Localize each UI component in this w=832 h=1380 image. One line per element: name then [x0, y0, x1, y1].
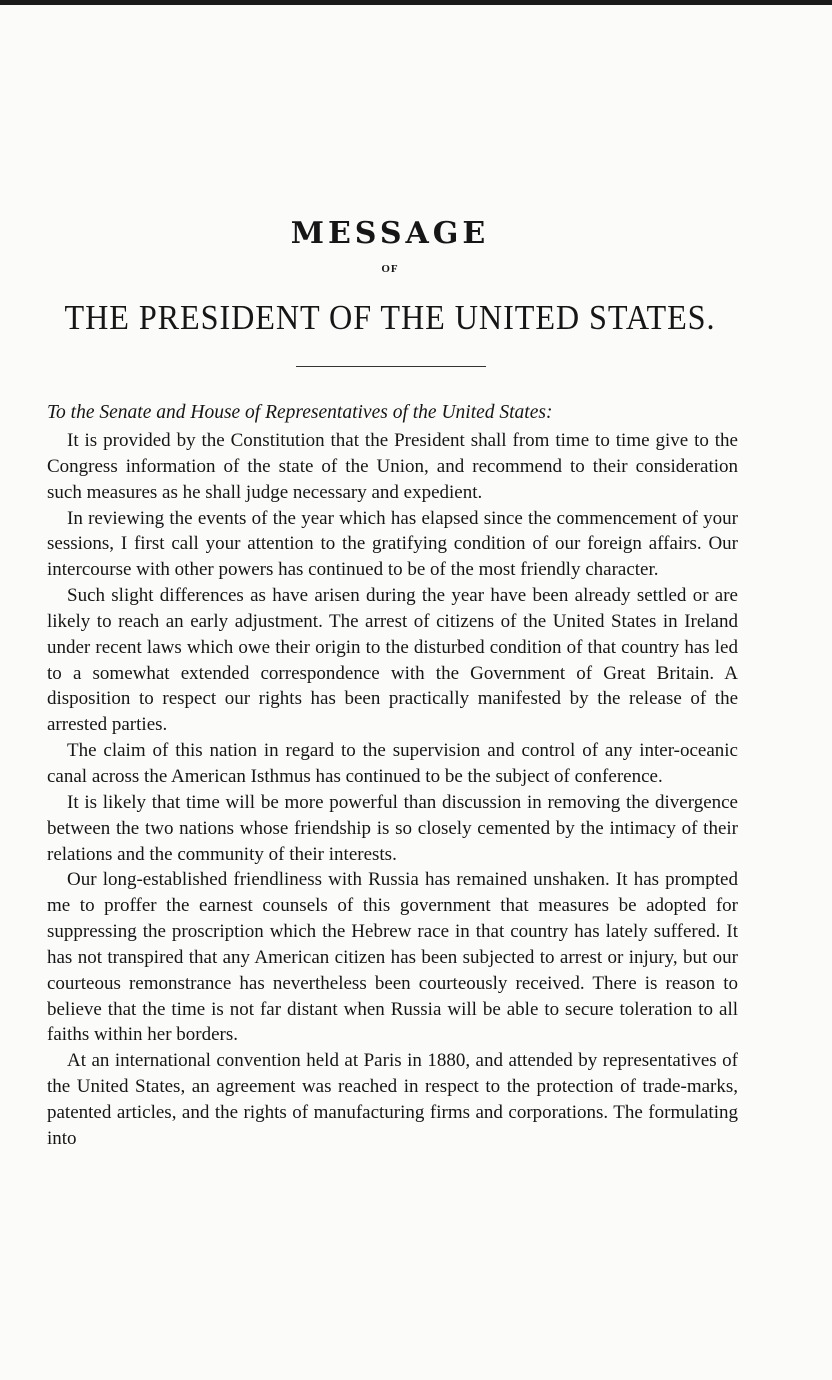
salutation: To the Senate and House of Representatives of the United States: [47, 402, 553, 423]
title-of: OF [381, 263, 399, 275]
paragraph: In reviewing the events of the year which has elapsed since the commencement of your sessions, I first call your attention to the gratifying condition of our foreign affairs. Our intercourse with other powers has continued to be of the most friendly character. [47, 507, 738, 581]
paragraph: It is likely that time will be more powerful than discussion in removing the divergence between the two nations whose friendship is so closely cemented by the intimacy of their relations and the community of their interests. [47, 791, 738, 865]
paragraph: At an international convention held at Paris in 1880, and attended by representatives of the United States, an agreement was reached in respect to the protection of trade-marks, patented articles, and the rights of manufacturing firms and corporations. The formulating into [47, 1050, 738, 1149]
paragraph: Such slight differences as have arisen during the year have been already settled or are likely to reach an early adjustment. The arrest of citizens of the United States in Ireland under recent laws which owe their origin to the disturbed condition of that country has led to a somewhat extended correspondence with the Government of Great Britain. A disposition to respect our rights has been practically manifested by the release of the arrested parties. [47, 585, 738, 736]
title-message: MESSAGE [290, 216, 490, 251]
title-president: THE PRESIDENT OF THE UNITED STATES. [64, 298, 716, 337]
paragraph: It is provided by the Constitution that the President shall from time to time give to the Congress information of the state of the Union, and recommend to their consideration such measures as he shall judge necessary and expedient. [47, 430, 738, 503]
paragraph: Our long-established friendliness with Russia has remained unshaken. It has prompted me to proffer the earnest counsels of this government that measures be adopted for suppressing the proscription which the Hebrew race in that country has lately suffered. It has not transpired that any American citizen has been subjected to arrest or injury, but our courteous remonstrance has nevertheless been courteously received. There is reason to believe that the time is not far distant when Russia will be able to secure toleration to all faiths within her borders. [47, 869, 738, 1046]
paragraph: The claim of this nation in regard to the supervision and control of any inter-oceanic canal across the American Isthmus has continued to be the subject of conference. [47, 740, 738, 787]
message-body [47, 428, 738, 1152]
page-top-edge [0, 0, 832, 5]
title-divider [296, 366, 486, 367]
